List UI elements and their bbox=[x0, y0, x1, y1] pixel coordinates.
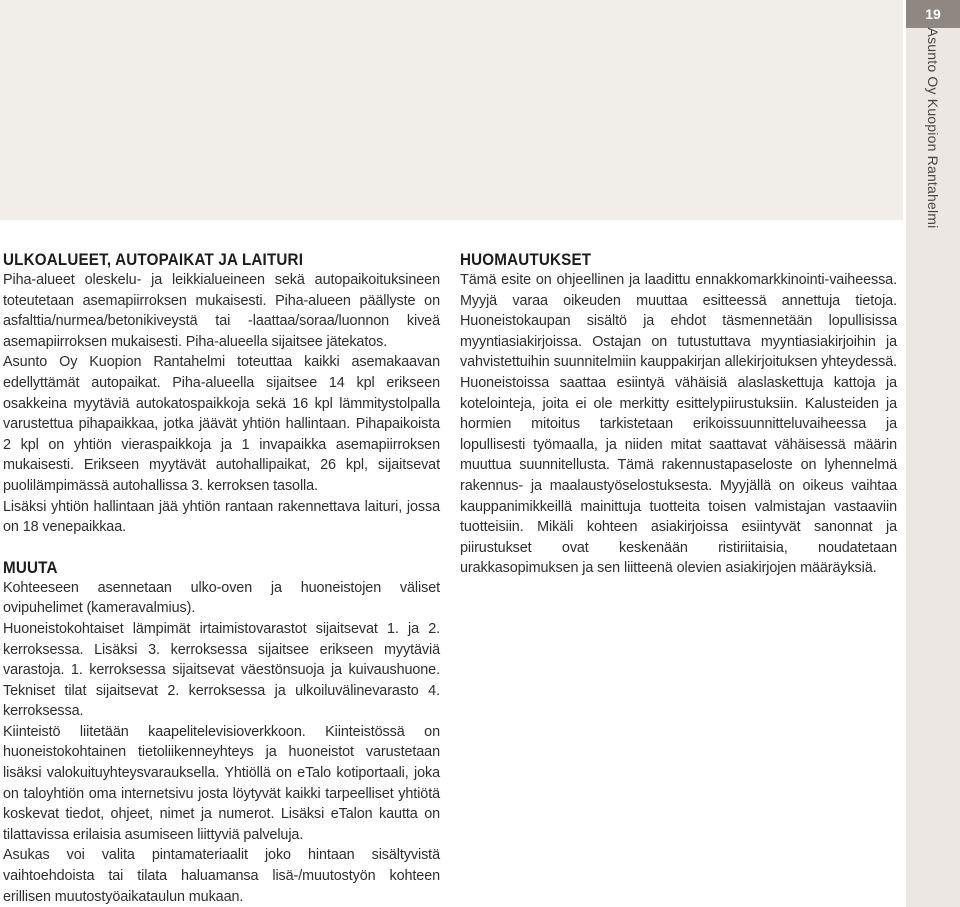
section-heading-ulkoalueet: ULKOALUEET, AUTOPAIKAT JA LAITURI bbox=[3, 251, 304, 269]
paragraph: Huoneistokohtaiset lämpimät irtaimistovarastot sijaitsevat 1. ja 2. kerroksessa. Lisäksi 3. kerroksessa sijaitsee erikseen myytäviä varastoja. 1. kerroksessa sijaitsevat väestönsuoja ja kuivaushuone. Tekniset tilat sijaitsevat 2. kerroksessa ja ulkoiluvälinevarasto 4. kerroksessa. bbox=[3, 620, 440, 720]
left-column bbox=[3, 250, 440, 907]
paragraph: Lisäksi yhtiön hallintaan jää yhtiön rantaan rakennettava laituri, jossa on 18 venepaikkaa. bbox=[3, 498, 440, 536]
paragraph: Tämä esite on ohjeellinen ja laadittu ennakkomarkkinointi-vaiheessa. Myyjä varaa oikeuden muuttaa esitteessä annettuja tietoja. Huoneistokaupan sisältö ja ehdot täsmennetään lopullisissa myyntiasiakirjoissa. Ostajan on tutustuttava myyntiasiakirjoihin ja vahvistettuihin suunnitelmiin kauppakirjan allekirjoituksen yhteydessä. Huoneistoissa saattaa esiintyä vähäisiä alaslaskettuja kattoja ja kotelointeja, joita ei ole merkitty esittelypiirustuksiin. Kalusteiden ja hormien mitoitus tarkistetaan erikoissuunnitteluvaiheessa ja lopullisesti työmaalla, ja niiden mitat saattavat vähäisessä määrin muuttua suunnitellusta. Tämä rakennustapaseloste on lyhennelmä rakennus- ja maalaustyöselostuksesta. Myyjällä on oikeus vaihtaa kauppanimikkeillä mainittuja tuotteita toisen valmistajan vastaaviin tuotteisiin. Mikäli kohteen asiakirjoissa esiintyvät sanonnat ja piirustukset ovat keskenään ristiriitaisia, noudatetaan urakkasopimuksen ja sen liitteenä olevien asiakirjojen määräyksiä. bbox=[460, 272, 897, 577]
side-title: Asunto Oy Kuopion Rantahelmi bbox=[925, 27, 941, 229]
paragraph: Asukas voi valita pintamateriaalit joko hintaan sisältyvistä vaihtoehdoista tai tilata haluamansa lisä-/muutostyön kohteen erillisen muutostyöaikataulun mukaan. bbox=[3, 847, 440, 905]
paragraph: Asunto Oy Kuopion Rantahelmi toteuttaa kaikki asemakaavan edellyttämät autopaikat. Piha-alueella sijaitsee 14 kpl erikseen osakkeina myytäviä autokatospaikkoja sekä 16 kpl lämmitystolpalla varustettua pihapaikkaa, jotka jäävät yhtiön hallintaan. Pihapaikoista 2 kpl on yhtiön vieraspaikkoja ja 1 invapaikka asemapiirroksen mukaisesti. Erikseen myytävät autohallipaikat, 26 kpl, sijaitsevat puolilämpimässä autohallissa 3. kerroksen tasolla. bbox=[3, 354, 440, 494]
paragraph: Kohteeseen asennetaan ulko-oven ja huoneistojen väliset ovipuhelimet (kameravalmius). bbox=[3, 579, 440, 617]
page-number: 19 bbox=[906, 0, 960, 28]
paragraph: Piha-alueet oleskelu- ja leikkialueineen sekä autopaikoituksineen toteutetaan asemapiirroksen mukaisesti. Piha-alueen päällyste on asfalttia/nurmea/betonikiveystä tai -laattaa/soraa/luonnon kiveä asemapiirroksen mukaisesti. Piha-alueella sijaitsee jätekatos. bbox=[3, 272, 440, 350]
right-column bbox=[460, 250, 897, 579]
paragraph: Kiinteistö liitetään kaapelitelevisioverkkoon. Kiinteistössä on huoneistokohtainen tietoliikenneyhteys ja huoneistot varustetaan lisäksi valokuituyhteysvarauksella. Yhtiöllä on eTalo kotiportaali, joka on taloyhtiön oma internetsivu josta löytyvät kaikki tarpeelliset yhtiötä koskevat tiedot, ohjeet, nimet ja numerot. Lisäksi eTalon kautta on tilattavissa erilaisia asumiseen liittyviä palveluja. bbox=[3, 723, 440, 843]
section-heading-muuta: MUUTA bbox=[3, 558, 58, 577]
section-gap bbox=[3, 538, 440, 558]
section-heading-huomautukset: HUOMAUTUKSET bbox=[460, 251, 592, 269]
header-image-band bbox=[0, 0, 903, 220]
